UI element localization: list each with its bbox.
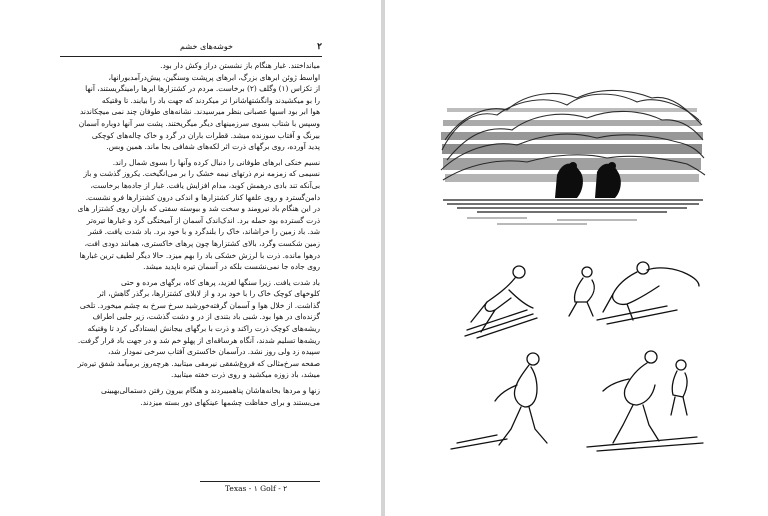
text-line: صفحه سرخ‌مثالی که فروغ‌شفقی نیرمقی میتابید. هرچه‌روز برمیآمد شفق تیره‌تر (77, 358, 320, 368)
text-line: میانداختند. غبار هنگام باز نشستن دراز وکش دار بود. (160, 61, 320, 70)
header-rule (60, 56, 322, 57)
figures-walking-in-wind-sketch (437, 345, 707, 455)
text-line: می‌بستند و برای حفاظت چشمها عینکهای دور بسته میزدند. (140, 397, 320, 407)
text-line: باد شدت یافت. زیرا سنگها لغزید، پرهای کاه، برگهای مرده و حتی (121, 277, 320, 287)
text-line: سپیده زد ولی روز نشد. درآسمان خاکستری آفتاب سرخی نمودار شد، (108, 347, 320, 357)
text-line: کلوخهای کوچک خاک را با خود برد و از لابلای کشتزارها، برگذر گاهش، اثر (97, 289, 320, 299)
body-text (62, 60, 320, 408)
text-line: را بو میکشیدند وانگشتهاشانرا تر میکردند که جهت باد را بیابند. تا وقتیکه (101, 95, 320, 105)
text-line: زنها و مردها بخانه‌هاشان پناهمیبردند و هنگام بیرون رفتن دستمالی‌بهبینی (101, 386, 320, 396)
right-page (385, 0, 768, 516)
running-title: خوشه‌های خشم (180, 42, 233, 51)
text-line: نسیم خنکی ابرهای طوفانی را دنبال کرده وآنها را بسوی شمال راند. (112, 157, 320, 167)
text-line: ریشه‌ها تسلیم شدند، آنگاه هرساقه‌ای از پهلو خم شد و در جهت باد قرار گرفت. (77, 335, 320, 345)
text-line: گزنده‌ای در هوا بود. شبی باد بتندی از در و دشت گذشت، زیر جلبی اطراف (92, 312, 320, 322)
text-line: اواسط ژوئن ابرهای بزرگ، ابرهای پرپشت وسنگین، پیش‌در‌آمدبورانها، (108, 72, 320, 82)
text-line: بی‌آنکه تند بادی درهمش کوبد، مدام افزایش یافت. غبار از جاده‌ها برخاست، (90, 180, 320, 190)
text-line: گذاشت. از خلال هوا و آسمان گرفته‌خورشید سرخ سرخ به چشم میخورد. تلخی (79, 300, 320, 310)
text-line: دامن‌گسترد و روی علفها کنار کشتزارها و اندکی درون کشتزارها فرو نشست. (85, 192, 320, 202)
left-page (0, 0, 381, 516)
text-line: ریشه‌های کوچک ذرت راکند و ذرت با برگهای بیجانش ایستادگی کرد تا وقتیکه (87, 324, 320, 334)
text-line: پدید آورده، روی برگهای ذرت اثر لکه‌های شفافی بجا ماند. همین وبس. (106, 142, 320, 152)
running-head (60, 42, 322, 56)
text-line: وسپس با شتاب بسوی سرزمینهای دیگر میگریختند. پشت سر آنها دوباره آسمان (78, 118, 320, 128)
text-line: زمین شکست وگرد، بالای کشتزارها چون پرهای خاکستری، همانند دودی افت، (84, 238, 320, 248)
text-line: نسیمی که زمزمه نرم ذرتهای نیمه خشک را بر می‌انگیخت. یکروز گذشت و باز (83, 169, 320, 179)
text-line: میشد، باد زوزه میکشید و روی ذرت خفته میتابید. (171, 370, 320, 380)
text-line: بیرنگ و آفتاب سوزنده میشد. قطرات باران در گرد و خاک چاله‌های کوچکی (91, 130, 320, 140)
dust-storm-landscape-drawing (437, 80, 707, 230)
page-number: ۲ (317, 42, 322, 52)
text-line: در این هنگام باد نیرومند و سخت شد و بیوسته سفتی که باران روی کشتزار های (77, 204, 320, 214)
footnote-rule (200, 481, 320, 482)
figures-bending-against-wind-sketch (437, 250, 707, 342)
text-line: از تکزاس (۱) وگلف (۲) برخاست. مردم در کشتزارها ابرها رامینگریستند، آنها (85, 84, 320, 94)
text-line: روی جاده جا نمی‌نشست بلکه در آسمان تیره ناپدید میشد. (143, 262, 320, 272)
footnotes: Texas - ۱ Golf - ۲ (225, 484, 288, 493)
text-line: هوا ابر بود اسبها عصبانی بنظر میرسیدند. نشانه‌های طوفان چند نمی میچکاندند (79, 107, 320, 117)
text-line: شد. باد زمین را خراشاند، خاک را بلندگرد و با خود برد. باد شدت یافت. قشر (88, 227, 320, 237)
text-line: ذرت گسترده بود حمله برد. اندک‌اندک آسمان از آمیختگی گرد و غبارها تیره‌تر (86, 215, 320, 225)
text-line: درهوا مانده. ذرت با لرزش خشکی باد را بهم میزد. حالا دیگر لطیف ترین غبارها (79, 250, 320, 260)
